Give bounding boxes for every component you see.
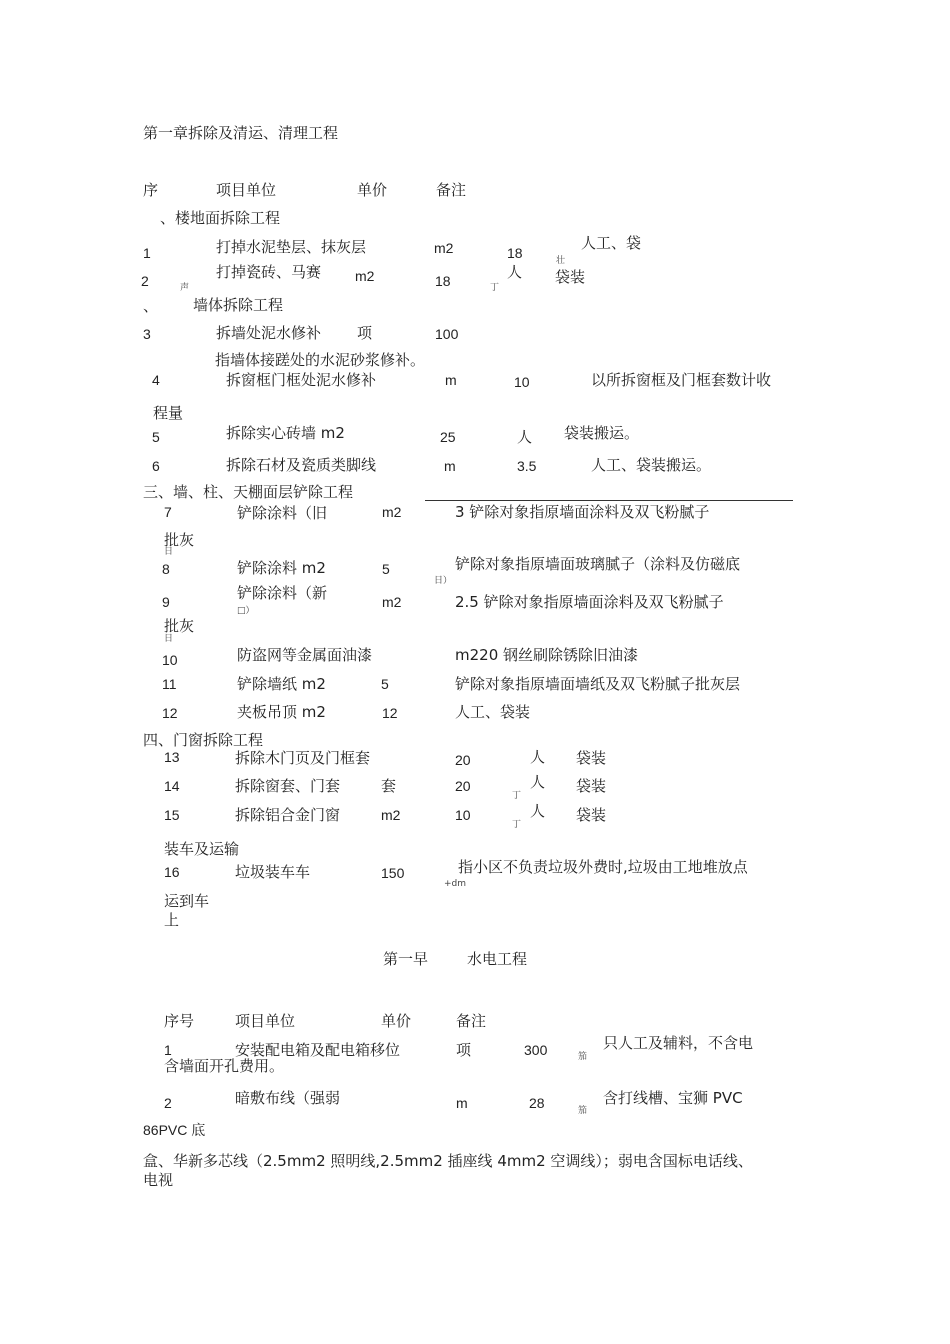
- row-price: 10: [514, 374, 530, 390]
- row-number: 9: [162, 594, 170, 610]
- clipped-fragment: 声: [180, 283, 190, 293]
- clipped-fragment: 丁: [512, 791, 522, 801]
- row-note: 人工、袋装搬运。: [591, 456, 712, 474]
- row-item: 拆除实心砖墙 m2: [226, 424, 345, 442]
- row-continuation: 批灰: [164, 531, 195, 549]
- header-note: 备注: [456, 1012, 487, 1030]
- row-note: m220 钢丝刷除锈除旧油漆: [455, 646, 639, 664]
- clipped-fragment: 壮: [556, 256, 566, 266]
- header-seq: 序: [143, 181, 159, 199]
- row-price: 18: [507, 245, 523, 261]
- row-item: 铲除涂料（新: [237, 584, 328, 602]
- row-item: 打掉瓷砖、马赛: [216, 263, 322, 281]
- row-price: 12: [382, 705, 398, 721]
- clipped-fragment: 丁: [512, 820, 522, 830]
- row-note: 2.5 铲除对象指原墙面涂料及双飞粉腻子: [455, 593, 724, 611]
- clipped-fragment: 日）: [434, 576, 453, 586]
- row-note: 袋装: [555, 268, 586, 286]
- row-price: 5: [381, 676, 389, 692]
- row-item: 夹板吊顶 m2: [237, 703, 326, 721]
- section-heading: 装车及运输: [164, 840, 240, 858]
- header-item-unit: 项目单位: [235, 1012, 296, 1030]
- clipped-fragment: 笳: [578, 1106, 588, 1116]
- row-item: 打掉水泥垫层、抹灰层: [216, 238, 367, 256]
- row-note: 铲除对象指原墙面墙纸及双飞粉腻子批灰层: [455, 675, 741, 693]
- row-number: 13: [164, 749, 180, 765]
- row-item: 防盗网等金属面油漆: [237, 646, 373, 664]
- section-heading: 三、墙、柱、天棚面层铲除工程: [143, 483, 354, 501]
- row-note: 人工、袋装: [455, 703, 531, 721]
- row-note: 含打线槽、宝狮 PVC: [603, 1089, 743, 1107]
- row-note: 3 铲除对象指原墙面涂料及双飞粉腻子: [455, 503, 710, 521]
- row-labor: 人: [530, 748, 546, 766]
- row-continuation: 批灰: [164, 617, 195, 635]
- row-continuation: 盒、华新多芯线（2.5mm2 照明线,2.5mm2 插座线 4mm2 空调线）；弱电含国标电话线、: [143, 1152, 753, 1170]
- row-unit: m2: [434, 240, 454, 256]
- row-note: 以所拆窗框及门框套数计收: [591, 371, 772, 389]
- row-number: 1: [143, 245, 151, 261]
- row-number: 5: [152, 429, 160, 445]
- chapter-title: 第一早: [383, 950, 429, 968]
- row-number: 7: [164, 504, 172, 520]
- row-labor: 人: [517, 428, 533, 446]
- row-labor: 人: [530, 773, 546, 791]
- row-number: 1: [164, 1042, 172, 1058]
- row-number: 16: [164, 864, 180, 880]
- row-price: 3.5: [517, 458, 537, 474]
- row-note: 指小区不负责垃圾外费时,垃圾由工地堆放点: [458, 858, 748, 876]
- row-unit: m2: [382, 594, 402, 610]
- row-price: 25: [440, 429, 456, 445]
- row-unit: 套: [381, 777, 397, 795]
- row-number: 14: [164, 778, 180, 794]
- row-number: 2: [164, 1095, 172, 1111]
- row-number: 6: [152, 458, 160, 474]
- header-price: 单价: [357, 181, 388, 199]
- row-number: 4: [152, 372, 160, 388]
- row-number: 12: [162, 705, 178, 721]
- row-item: 垃圾装车车: [235, 863, 311, 881]
- clipped-fragment: 日: [164, 547, 174, 557]
- header-note: 备注: [436, 181, 467, 199]
- row-description: 指墙体接蹉处的水泥砂浆修补。: [215, 351, 426, 369]
- row-item: 拆窗框门框处泥水修补: [226, 371, 377, 389]
- row-unit: m2: [355, 268, 375, 284]
- row-item: 铲除墙纸 m2: [237, 675, 326, 693]
- row-unit: 项: [456, 1041, 472, 1059]
- row-continuation: 上: [164, 911, 180, 929]
- section-heading: 、楼地面拆除工程: [160, 209, 281, 227]
- row-unit: m: [456, 1095, 468, 1111]
- row-price: 20: [455, 752, 471, 768]
- row-price: 300: [524, 1042, 548, 1058]
- row-note: 只人工及辅料，不含电: [603, 1034, 754, 1052]
- row-continuation: 程量: [153, 404, 184, 422]
- row-number: 10: [162, 652, 178, 668]
- chapter-title: 第一章拆除及清运、清理工程: [143, 124, 339, 142]
- row-unit: m2: [381, 807, 401, 823]
- section-heading: 四、门窗拆除工程: [143, 731, 264, 749]
- row-note: 袋装: [576, 806, 607, 824]
- header-seq: 序号: [164, 1012, 195, 1030]
- header-price: 单价: [381, 1012, 412, 1030]
- clipped-fragment: +dm: [444, 879, 467, 889]
- row-unit: m: [445, 372, 457, 388]
- row-note: 人工、袋: [581, 234, 642, 252]
- row-item: 拆墙处泥水修补: [216, 324, 322, 342]
- row-note: 袋装: [576, 777, 607, 795]
- row-number: 15: [164, 807, 180, 823]
- row-price: 100: [435, 326, 459, 342]
- clipped-fragment: 丁: [490, 283, 500, 293]
- row-continuation: 运到车: [164, 892, 210, 910]
- row-price: 20: [455, 778, 471, 794]
- row-unit: m: [444, 458, 456, 474]
- row-price: 150: [381, 865, 405, 881]
- row-number: 3: [143, 326, 151, 342]
- clipped-fragment: □）: [237, 606, 255, 616]
- row-item: 拆除木门页及门框套: [235, 749, 371, 767]
- row-note: 袋装: [576, 749, 607, 767]
- row-item: 拆除窗套、门套: [235, 777, 341, 795]
- row-price: 18: [435, 273, 451, 289]
- row-labor: 人: [507, 263, 523, 281]
- row-continuation: 电视: [143, 1171, 174, 1189]
- row-unit: m2: [382, 504, 402, 520]
- row-item: 拆除铝合金门窗: [235, 806, 341, 824]
- row-note: 袋装搬运。: [564, 424, 640, 442]
- row-item: 安装配电箱及配电箱移位: [235, 1041, 401, 1059]
- clipped-fragment: 笳: [578, 1052, 588, 1062]
- row-number: 8: [162, 561, 170, 577]
- row-item: 铲除涂料 m2: [237, 559, 326, 577]
- row-continuation: 含墙面开孔费用。: [164, 1057, 285, 1075]
- header-item-unit: 项目单位: [216, 181, 277, 199]
- row-unit: 项: [357, 324, 373, 342]
- row-number: 11: [162, 676, 177, 692]
- section-mark: 、: [143, 297, 159, 315]
- section-heading: 墙体拆除工程: [193, 296, 284, 314]
- chapter-title: 水电工程: [467, 950, 528, 968]
- row-item: 暗敷布线（强弱: [235, 1089, 341, 1107]
- divider-line: [425, 500, 793, 501]
- row-note: 铲除对象指原墙面玻璃腻子（涂料及仿磁底: [455, 555, 741, 573]
- row-price: 5: [382, 561, 390, 577]
- row-price: 10: [455, 807, 471, 823]
- row-continuation: 86PVC 底: [143, 1122, 206, 1138]
- row-labor: 人: [530, 802, 546, 820]
- clipped-fragment: 日: [164, 634, 174, 644]
- row-price: 28: [529, 1095, 545, 1111]
- row-number: 2: [141, 273, 149, 289]
- row-item: 铲除涂料（旧: [237, 504, 328, 522]
- row-item: 拆除石材及瓷质类脚线: [226, 456, 377, 474]
